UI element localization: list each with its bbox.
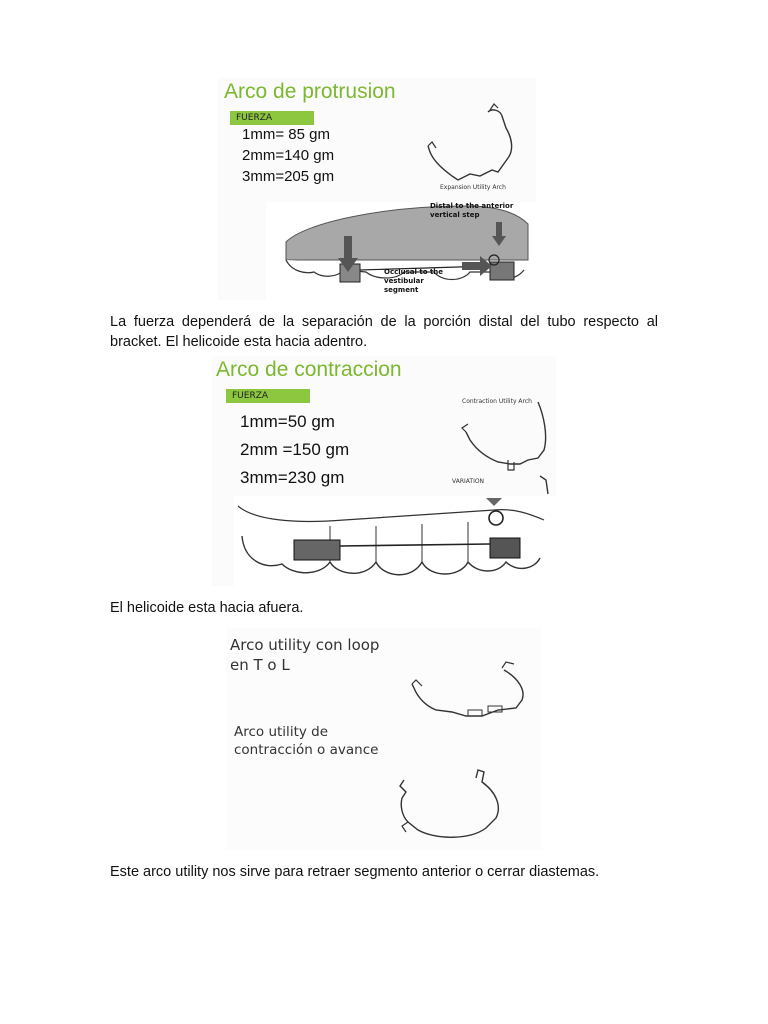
figure-title: Arco de protrusion (224, 80, 396, 103)
arch-caption: Contraction Utility Arch (462, 398, 532, 405)
paragraph-3: Este arco utility nos sirve para retraer segmento anterior o cerrar diastemas. (110, 864, 600, 880)
figure-arco-utility (226, 628, 542, 850)
figure-title-contraccion: Arco utility de contracción o avance (234, 724, 379, 758)
force-value-2: 2mm =150 gm (240, 440, 350, 459)
force-value-3: 3mm=230 gm (240, 468, 345, 487)
contraction-advance-arch-drawing (386, 756, 526, 846)
dental-diagram (234, 496, 556, 586)
fuerza-badge: FUERZA (226, 389, 310, 403)
figure-arco-protrusion (218, 78, 536, 300)
dental-diagram (266, 202, 536, 300)
force-value-2: 2mm=140 gm (242, 147, 335, 164)
force-value-1: 1mm=50 gm (240, 412, 335, 431)
label-distal: Distal to the anterior vertical step (430, 202, 514, 219)
paragraph-1: La fuerza dependerá de la separación de la porción distal del tubo respecto al bracket. El helicoide esta hacia adentro. (110, 314, 658, 350)
variation-label: VARIATION (452, 478, 485, 485)
figure-title: Arco de contraccion (216, 358, 402, 381)
figure-title-loop: Arco utility con loop en T o L (230, 636, 380, 674)
fuerza-badge: FUERZA (230, 111, 314, 125)
label-occlusal: Occlusal to the vestibular segment (384, 268, 444, 294)
force-value-1: 1mm= 85 gm (242, 126, 330, 143)
arch-caption: Expansion Utility Arch (440, 184, 506, 191)
loop-arch-drawing (406, 658, 536, 728)
paragraph-2: El helicoide esta hacia afuera. (110, 600, 304, 616)
force-value-3: 3mm=205 gm (242, 168, 335, 185)
figure-arco-contraccion (212, 356, 556, 586)
expansion-arch-drawing (418, 98, 528, 188)
